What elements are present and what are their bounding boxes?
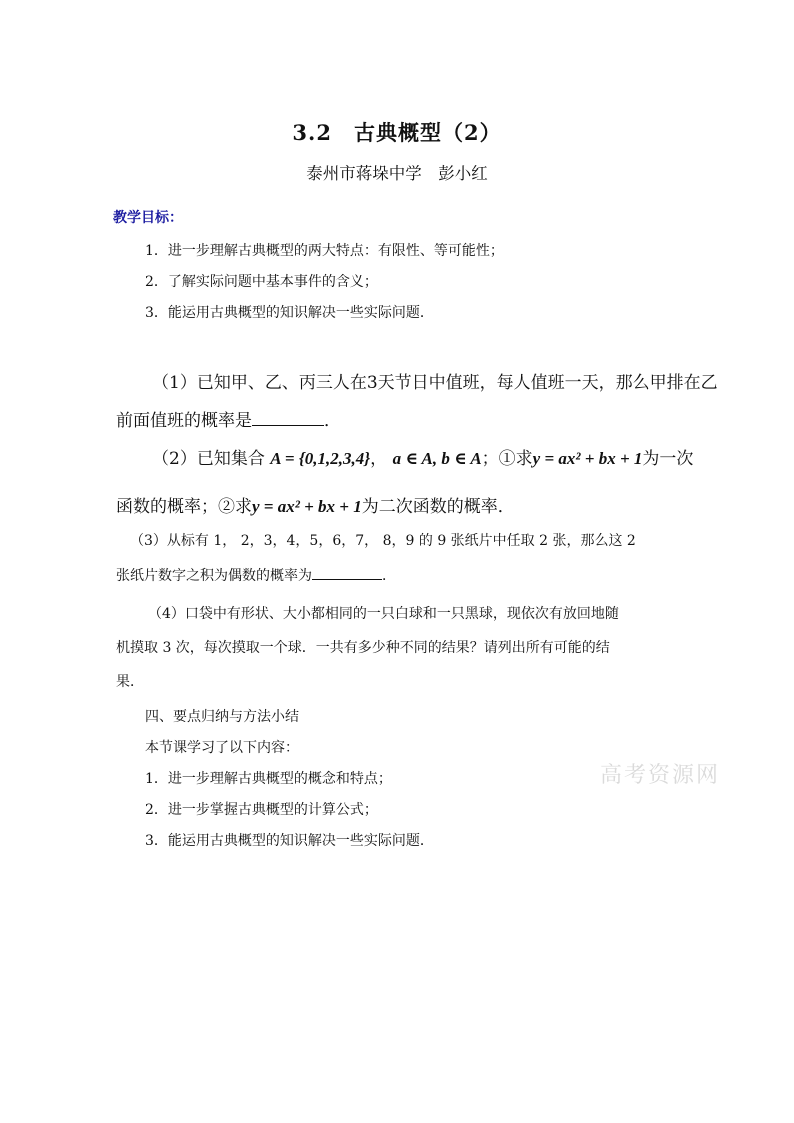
objective-item-3: 3．能运用古典概型的知识解决一些实际问题．	[145, 305, 434, 321]
author-line: 泰州市蒋垛中学 彭小红	[306, 164, 488, 183]
objectives-heading: 教学目标：	[113, 210, 183, 226]
summary-item-3: 3．能运用古典概型的知识解决一些实际问题．	[145, 833, 434, 849]
problem-2-separator: ，	[370, 449, 388, 469]
summary-intro: 本节课学习了以下内容：	[145, 740, 299, 756]
problem-1-line-1: （1）已知甲、乙、丙三人在3天节日中值班，每人值班一天，那么甲排在乙	[152, 373, 718, 393]
summary-item-1: 1．进一步理解古典概型的概念和特点；	[145, 771, 392, 787]
problem-1-period: ．	[324, 411, 341, 431]
objective-item-1: 1．进一步理解古典概型的两大特点：有限性、等可能性；	[145, 243, 504, 259]
problem-4-line-1: （4）口袋中有形状、大小都相同的一只白球和一只黑球，现依次有放回地随	[148, 606, 619, 622]
summary-item-2: 2．进一步掌握古典概型的计算公式；	[145, 802, 378, 818]
problem-1-line-2	[116, 406, 341, 431]
answer-blank-3	[312, 565, 382, 580]
problem-3-period: ．	[382, 568, 396, 584]
problem-2-part2-intro: 函数的概率；②求	[116, 497, 252, 517]
problem-2-line-1	[152, 444, 693, 469]
quadratic-equation-1: y = ax² + bx + 1	[532, 449, 643, 468]
page-title: 3.2 古典概型（2）	[292, 120, 502, 145]
objective-item-2: 2．了解实际问题中基本事件的含义；	[145, 274, 378, 290]
problem-4-line-2: 机摸取 3 次，每次摸取一个球．一共有多少种不同的结果？请列出所有可能的结	[116, 640, 610, 656]
problem-2-part1-suffix: 为一次	[642, 449, 694, 469]
watermark-text: 高考资源网	[600, 763, 721, 788]
problem-3-text: 张纸片数字之积为偶数的概率为	[116, 568, 312, 584]
set-a-formula: A = {0,1,2,3,4}	[270, 449, 371, 468]
summary-heading: 四、要点归纳与方法小结	[145, 709, 299, 725]
problem-2-part2-suffix: 为二次函数的概率．	[361, 497, 515, 517]
problem-3-line-2	[116, 565, 396, 585]
problem-1-text: 前面值班的概率是	[116, 411, 252, 431]
problem-4-line-3: 果．	[116, 674, 144, 690]
quadratic-equation-2: y = ax² + bx + 1	[252, 497, 362, 516]
problem-2-part1-intro: ；①求	[481, 449, 533, 469]
problem-2-prefix: （2）已知集合	[152, 449, 265, 469]
problem-3-line-1: （3）从标有 1， 2，3，4，5，6，7， 8，9 的 9 张纸片中任取 2 张，那么这 2	[130, 533, 636, 549]
problem-2-line-2	[116, 492, 515, 517]
answer-blank-1	[252, 411, 324, 426]
membership-formula: a ∈ A, b ∈ A	[392, 449, 482, 468]
